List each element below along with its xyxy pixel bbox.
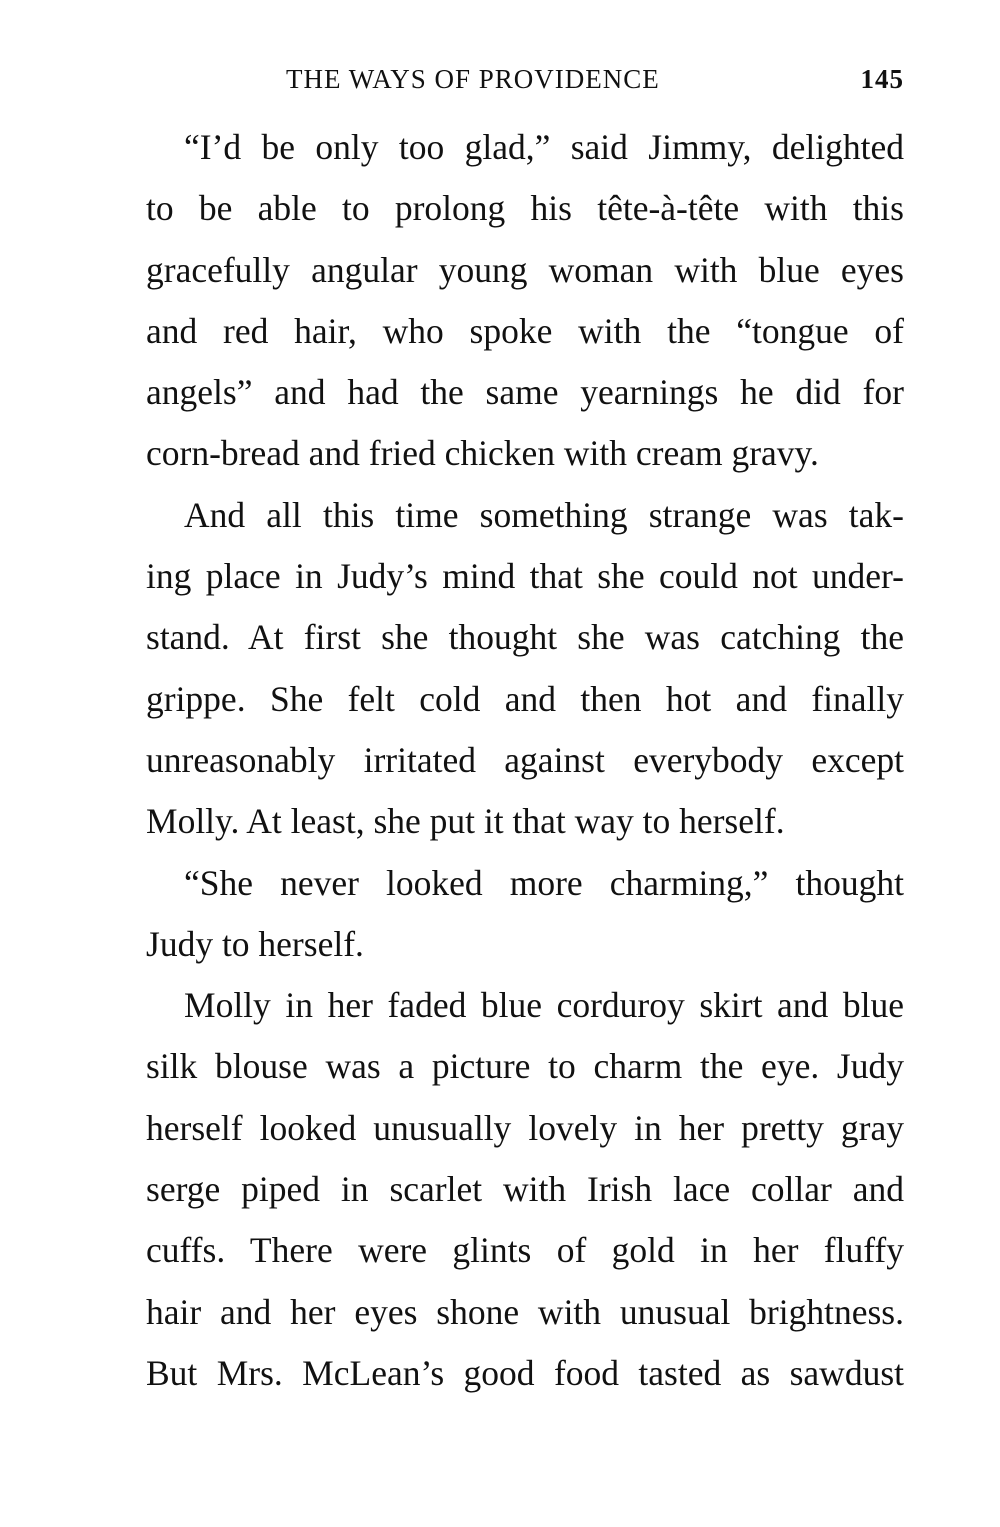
running-head <box>146 58 904 102</box>
text-line: angels” and had the same yearnings he did for <box>146 372 904 413</box>
text-line: gracefully angular young woman with blue eyes <box>146 249 904 290</box>
body-text <box>146 117 904 1404</box>
text-line: ing place in Judy’s mind that she could not under- <box>146 556 904 597</box>
running-title: THE WAYS OF PROVIDENCE <box>286 64 660 94</box>
text-line: hair and her eyes shone with unusual brightness. <box>146 1291 904 1332</box>
text-line: to be able to prolong his tête-à-tête with this <box>146 188 904 229</box>
text-line: unreasonably irritated against everybody except <box>146 739 904 780</box>
text-line: Molly in her faded blue corduroy skirt and blue <box>184 985 904 1026</box>
text-line: Judy to herself. <box>146 923 364 964</box>
text-line: herself looked unusually lovely in her pretty gray <box>146 1107 904 1148</box>
text-line: But Mrs. McLean’s good food tasted as sawdust <box>146 1352 904 1393</box>
text-line: cuffs. There were glints of gold in her fluffy <box>146 1230 904 1271</box>
text-line: stand. At first she thought she was catching the <box>146 617 904 658</box>
text-line: Molly. At least, she put it that way to herself. <box>146 801 785 842</box>
text-line: “She never looked more charming,” thought <box>184 862 904 903</box>
text-line: “I’d be only too glad,” said Jimmy, delighted <box>184 127 904 167</box>
text-line: serge piped in scarlet with Irish lace collar and <box>146 1169 904 1210</box>
text-line: silk blouse was a picture to charm the eye. Judy <box>146 1046 904 1087</box>
text-line: And all this time something strange was tak- <box>184 494 904 535</box>
page-number: 145 <box>860 64 904 94</box>
text-line: corn-bread and fried chicken with cream gravy. <box>146 433 819 474</box>
text-line: and red hair, who spoke with the “tongue of <box>146 310 904 351</box>
text-line: grippe. She felt cold and then hot and finally <box>146 678 904 719</box>
